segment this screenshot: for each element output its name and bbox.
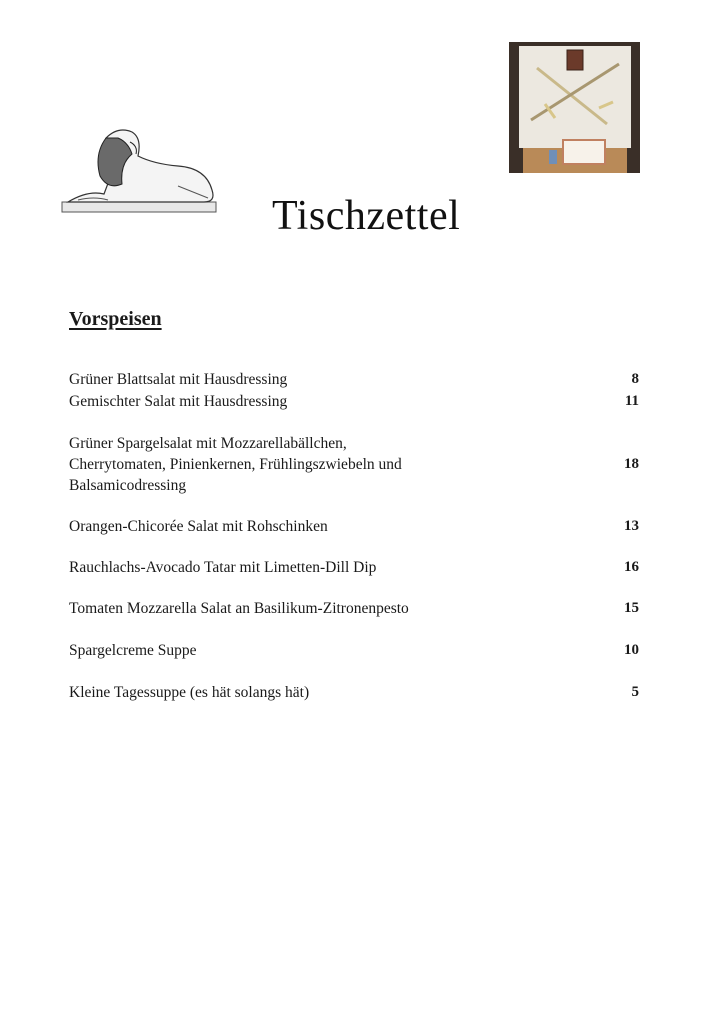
menu-item-price: 11 <box>624 393 639 409</box>
menu-item-price: 15 <box>624 600 639 616</box>
page-title: Tischzettel <box>272 193 461 239</box>
menu-item-name: Kleine Tagessuppe (es hät solangs hät) <box>69 684 310 701</box>
menu-item-name: Spargelcreme Suppe <box>69 642 197 659</box>
menu-item-price: 5 <box>631 684 639 700</box>
menu-item-name: Orangen-Chicorée Salat mit Rohschinken <box>69 518 328 535</box>
menu-item <box>69 640 639 661</box>
menu-item-name: Tomaten Mozzarella Salat an Basilikum-Zitronenpesto <box>69 600 409 617</box>
menu-item-name: Grüner Blattsalat mit Hausdressing <box>69 371 288 388</box>
menu-item-price: 16 <box>624 559 639 575</box>
menu-item-price: 13 <box>624 518 639 534</box>
menu-item-price: 10 <box>624 642 639 658</box>
swords-photo <box>509 42 640 173</box>
menu-item-price: 18 <box>624 456 639 472</box>
menu-item-name: Gemischter Salat mit Hausdressing <box>69 393 288 410</box>
menu-item <box>69 391 639 412</box>
section-title-vorspeisen: Vorspeisen <box>69 308 162 330</box>
menu-item <box>69 598 639 619</box>
menu-item <box>69 433 639 496</box>
menu-item <box>69 369 639 390</box>
menu-item-name: Grüner Spargelsalat mit Mozzarellabällchen, Cherrytomaten, Pinienkernen, Frühlingszwiebeln und Balsamicodressing <box>69 435 402 494</box>
menu-item-name: Rauchlachs-Avocado Tatar mit Limetten-Dill Dip <box>69 559 377 576</box>
lion-illustration <box>58 124 220 220</box>
menu-item <box>69 516 639 537</box>
menu-item <box>69 682 639 703</box>
menu-item-price: 8 <box>631 371 639 387</box>
menu-item <box>69 557 639 578</box>
